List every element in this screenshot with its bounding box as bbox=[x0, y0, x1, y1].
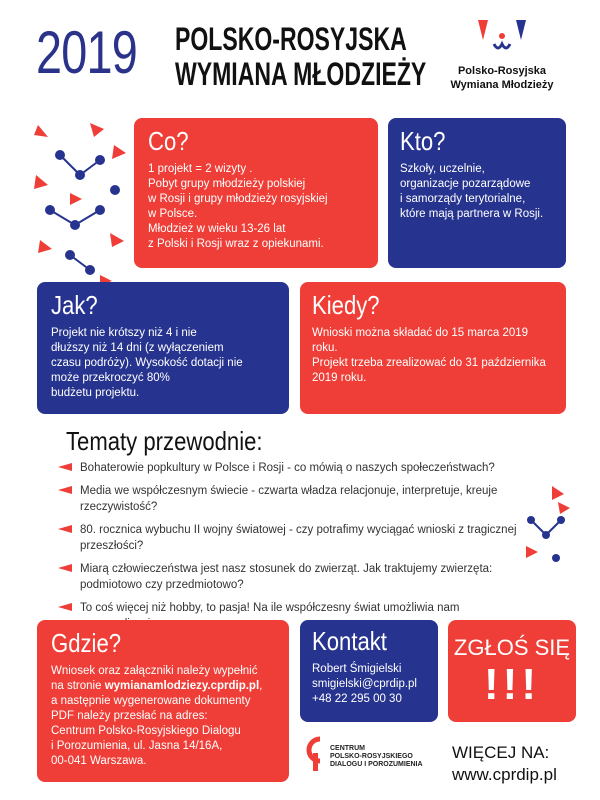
apply-now-label: ZGŁOŚ SIĘ bbox=[453, 635, 571, 660]
co-line: Młodzież w wieku 13-26 lat bbox=[148, 223, 286, 235]
kiedy-heading: Kiedy? bbox=[312, 290, 380, 320]
contact-email[interactable]: smigielski@cprdip.pl bbox=[312, 678, 417, 690]
more-label: WIĘCEJ NA: bbox=[452, 743, 550, 762]
kontakt-text bbox=[312, 662, 426, 707]
kiedy-line: 2019 roku. bbox=[312, 372, 367, 384]
gdzie-line: i Porozumienia, ul. Jasna 14/16A, bbox=[51, 740, 223, 752]
co-line: Pobyt grupy młodzieży polskiej bbox=[148, 178, 306, 190]
topic-text: To coś więcej niż hobby, to pasja! Na ile współczesny świat umożliwia nam bbox=[80, 602, 460, 614]
jak-line: budżetu projektu. bbox=[51, 387, 140, 399]
triangle-bullet-icon bbox=[58, 463, 72, 471]
logo-text bbox=[432, 64, 572, 92]
gdzie-line: PDF należy przesłać na adres: bbox=[51, 710, 208, 722]
logo-text-line-1: Polsko-Rosyjska bbox=[457, 65, 547, 77]
center-name-line-1: CENTRUM bbox=[330, 745, 365, 752]
center-name-line-3: DIALOGU I POROZUMIENIA bbox=[330, 761, 423, 768]
list-item bbox=[58, 483, 528, 515]
title-line-1: POLSKO-ROSYJSKA bbox=[175, 21, 407, 57]
gdzie-text bbox=[51, 664, 275, 769]
gdzie-line: 00-041 Warszawa. bbox=[51, 755, 147, 767]
fox-face-logo-icon bbox=[472, 14, 532, 58]
co-line: w Polsce. bbox=[148, 208, 198, 220]
triangle-bullet-icon bbox=[58, 603, 72, 611]
jak-line: dłuższy niż 14 dni (z wyłączeniem bbox=[51, 342, 224, 354]
year-heading: 2019 bbox=[36, 19, 137, 86]
list-item bbox=[58, 460, 528, 476]
co-card bbox=[134, 118, 378, 268]
kto-heading: Kto? bbox=[400, 126, 446, 156]
topic-text: Media we współczesnym świecie - czwarta władza relacjonuje, interpretuje, kreuje rzeczywistość? bbox=[80, 485, 498, 513]
topics-heading: Tematy przewodnie: bbox=[66, 426, 263, 456]
contact-phone[interactable]: +48 22 295 00 30 bbox=[312, 693, 402, 705]
jak-text bbox=[51, 326, 275, 401]
kiedy-line: Projekt trzeba zrealizować do 31 października bbox=[312, 357, 546, 369]
gdzie-line-prefix: na stronie bbox=[51, 680, 105, 692]
topics-list bbox=[58, 460, 528, 639]
jak-line: Projekt nie krótszy niż 4 i nie bbox=[51, 327, 197, 339]
gdzie-heading: Gdzie? bbox=[51, 628, 122, 658]
list-item bbox=[58, 522, 528, 554]
topic-text: 80. rocznica wybuchu II wojny światowej - czy potrafimy wyciągać wnioski z tragicznej przeszłości? bbox=[80, 524, 517, 552]
kiedy-text bbox=[312, 326, 554, 386]
kto-line: organizacje pozarządowe bbox=[400, 178, 531, 190]
center-name-line-2: POLSKO-ROSYJSKIEGO bbox=[330, 753, 413, 760]
jak-line: czasu podróży). Wysokość dotacji nie bbox=[51, 357, 243, 369]
website-link[interactable]: www.cprdip.pl bbox=[452, 765, 557, 784]
contact-name: Robert Śmigielski bbox=[312, 663, 402, 675]
jak-heading: Jak? bbox=[51, 290, 98, 320]
co-line: 1 projekt = 2 wizyty . bbox=[148, 163, 253, 175]
co-line: w Rosji i grupy młodzieży rosyjskiej bbox=[148, 193, 328, 205]
gdzie-line: Centrum Polsko-Rosyjskiego Dialogu bbox=[51, 725, 241, 737]
topic-text: Bohaterowie popkultury w Polsce i Rosji - co mówią o naszych społeczeństwach? bbox=[80, 462, 495, 474]
co-text bbox=[148, 162, 364, 252]
kontakt-heading: Kontakt bbox=[312, 626, 387, 656]
title-line-2: WYMIANA MŁODZIEŻY bbox=[175, 56, 427, 92]
triangle-bullet-icon bbox=[58, 525, 72, 533]
kiedy-line: Wnioski można składać do 15 marca 2019 roku. bbox=[312, 327, 529, 354]
co-heading: Co? bbox=[148, 126, 189, 156]
cprdip-logo-icon bbox=[304, 735, 326, 775]
kto-text bbox=[400, 162, 554, 222]
kto-line: i samorządy terytorialne, bbox=[400, 193, 526, 205]
kto-line: Szkoły, uczelnie, bbox=[400, 163, 485, 175]
gdzie-card bbox=[37, 620, 289, 782]
apply-now-card[interactable] bbox=[448, 620, 576, 722]
center-name bbox=[330, 745, 423, 769]
co-line: z Polski i Rosji wraz z opiekunami. bbox=[148, 238, 324, 250]
jak-line: może przekroczyć 80% bbox=[51, 372, 170, 384]
gdzie-line: Wniosek oraz załączniki należy wypełnić bbox=[51, 665, 258, 677]
topic-text: Miarą człowieczeństwa jest nasz stosunek do zwierząt. Jak traktujemy zwierzęta: podmiotowo czy przedmiotowo? bbox=[80, 563, 493, 591]
list-item bbox=[58, 561, 528, 593]
kto-line: które mają partnera w Rosji. bbox=[400, 208, 544, 220]
triangle-bullet-icon bbox=[58, 486, 72, 494]
gdzie-line bbox=[51, 679, 275, 694]
page-title bbox=[175, 22, 426, 92]
gdzie-line-suffix: , bbox=[259, 680, 263, 692]
jak-card bbox=[37, 282, 289, 414]
kto-card bbox=[388, 118, 566, 268]
more-info bbox=[452, 742, 557, 786]
logo-text-line-2: Wymiana Młodzieży bbox=[450, 79, 554, 91]
gdzie-line: a następnie wygenerowane dokumenty bbox=[51, 695, 251, 707]
triangle-bullet-icon bbox=[58, 564, 72, 572]
application-link[interactable]: wymianamlodziezy.cprdip.pl bbox=[104, 680, 260, 692]
kiedy-card bbox=[300, 282, 566, 414]
exclamation-marks: !!! bbox=[484, 660, 540, 709]
molecule-decoration-icon bbox=[30, 115, 130, 285]
kontakt-card bbox=[300, 620, 438, 722]
